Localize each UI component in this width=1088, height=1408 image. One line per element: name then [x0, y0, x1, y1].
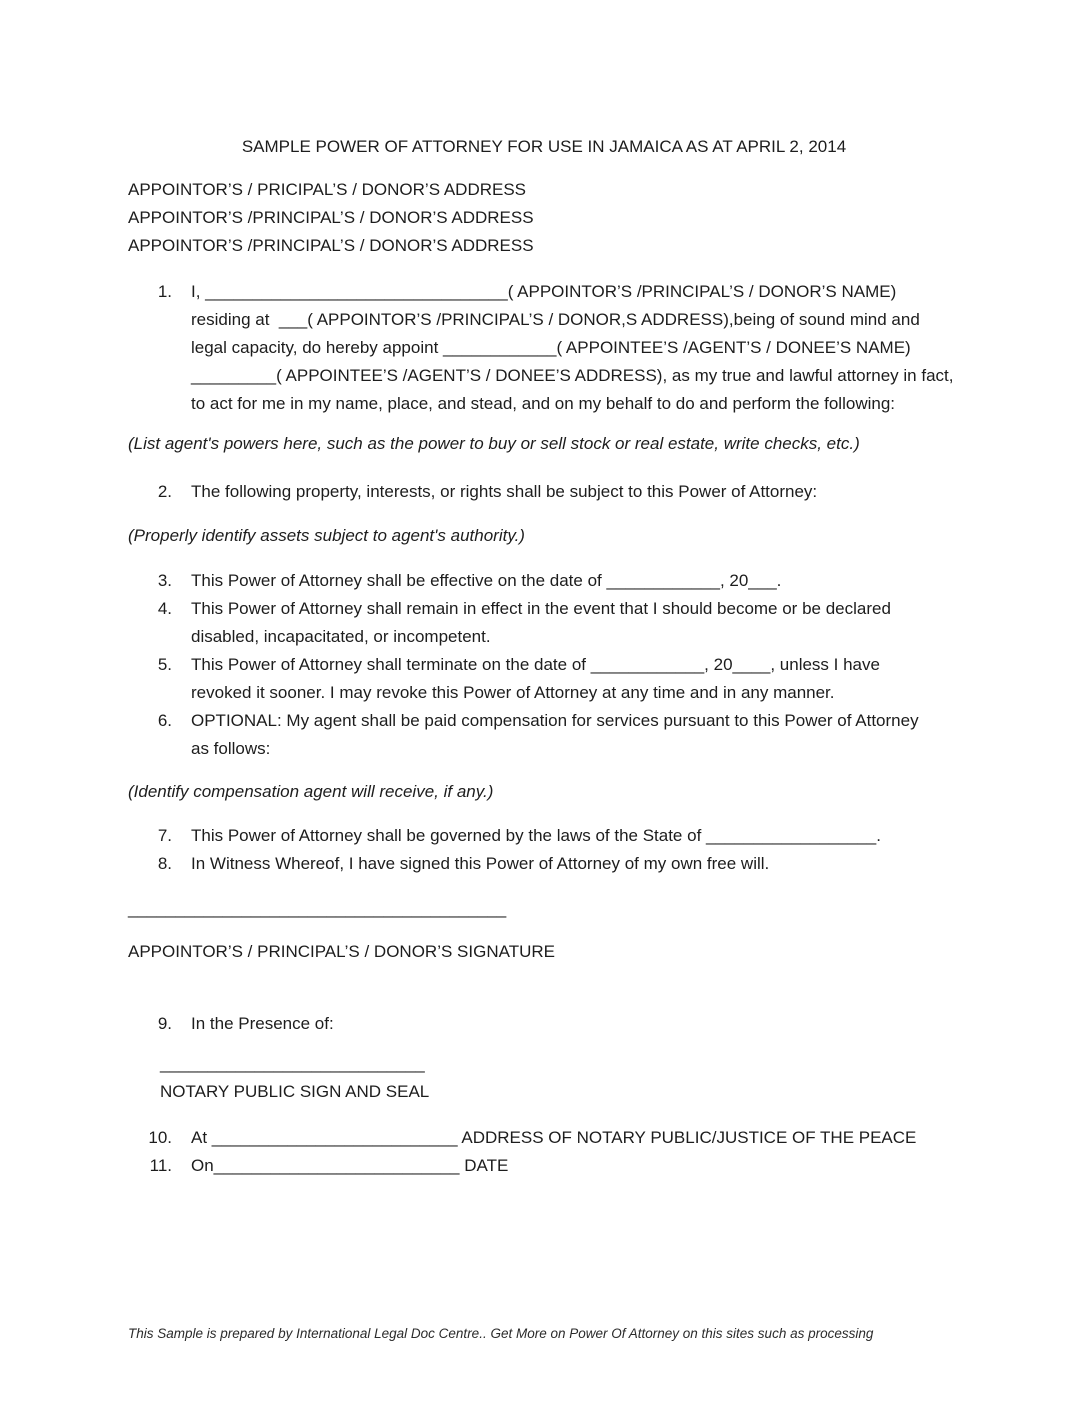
numbered-item-11	[128, 1152, 988, 1180]
item-number: 1.	[157, 282, 172, 301]
item-line: _________( APPOINTEE’S /AGENT’S / DONEE’S ADDRESS), as my true and lawful attorney in fact,	[191, 366, 954, 385]
item-line: legal capacity, do hereby appoint ____________( APPOINTEE’S /AGENT’S / DONEE’S NAME)	[191, 338, 911, 357]
numbered-item-9	[128, 1010, 988, 1038]
item-line: This Power of Attorney shall be effective on the date of ____________, 20___.	[191, 571, 782, 590]
item-number: 7.	[157, 826, 172, 845]
item-line: revoked it sooner. I may revoke this Power of Attorney at any time and in any manner.	[191, 683, 835, 702]
note-identify-compensation: (Identify compensation agent will receive, if any.)	[128, 782, 494, 801]
item-number: 6.	[157, 711, 172, 730]
item-line: as follows:	[191, 739, 271, 758]
item-line: This Power of Attorney shall remain in effect in the event that I should become or be declared	[191, 599, 891, 618]
item-line: At __________________________ ADDRESS OF NOTARY PUBLIC/JUSTICE OF THE PEACE	[191, 1128, 917, 1147]
notary-label: NOTARY PUBLIC SIGN AND SEAL	[160, 1082, 430, 1101]
notary-blank-line: ____________________________	[160, 1054, 425, 1073]
item-number: 11.	[149, 1156, 172, 1175]
item-line: OPTIONAL: My agent shall be paid compensation for services pursuant to this Power of Attorney	[191, 711, 919, 730]
numbered-item-7	[128, 822, 988, 850]
signature-label: APPOINTOR’S / PRINCIPAL’S / DONOR’S SIGNATURE	[128, 942, 555, 961]
numbered-item-3	[128, 567, 988, 595]
item-line: to act for me in my name, place, and stead, and on my behalf to do and perform the following:	[191, 394, 896, 413]
item-number: 3.	[157, 571, 172, 590]
item-line: I, ________________________________( APPOINTOR’S /PRINCIPAL’S / DONOR’S NAME)	[191, 282, 897, 301]
item-line: In Witness Whereof, I have signed this Power of Attorney of my own free will.	[191, 854, 770, 873]
item-number: 9.	[157, 1014, 172, 1033]
item-number: 2.	[157, 482, 172, 501]
item-number: 4.	[157, 599, 172, 618]
item-line: This Power of Attorney shall be governed by the laws of the State of __________________.	[191, 826, 881, 845]
item-line: This Power of Attorney shall terminate on the date of ____________, 20____, unless I have	[191, 655, 880, 674]
numbered-item-10	[128, 1124, 988, 1152]
item-number: 10.	[148, 1128, 172, 1147]
note-agent-powers: (List agent's powers here, such as the power to buy or sell stock or real estate, write checks, etc.)	[128, 434, 860, 453]
item-line: In the Presence of:	[191, 1014, 334, 1033]
item-line: disabled, incapacitated, or incompetent.	[191, 627, 491, 646]
item-line: On__________________________ DATE	[191, 1156, 509, 1175]
address-line: APPOINTOR’S / PRICIPAL’S / DONOR’S ADDRESS	[128, 180, 527, 199]
item-number: 8.	[157, 854, 172, 873]
numbered-item-6	[128, 707, 988, 763]
footer-note: This Sample is prepared by International Legal Doc Centre.. Get More on Power Of Attorney on this sites such as processing	[128, 1326, 874, 1341]
item-line: residing at ___( APPOINTOR’S /PRINCIPAL’S / DONOR,S ADDRESS),being of sound mind and	[191, 310, 920, 329]
numbered-item-2	[128, 478, 988, 506]
item-line: The following property, interests, or rights shall be subject to this Power of Attorney:	[191, 482, 818, 501]
note-identify-assets: (Properly identify assets subject to agent's authority.)	[128, 526, 525, 545]
item-number: 5.	[157, 655, 172, 674]
document-title: SAMPLE POWER OF ATTORNEY FOR USE IN JAMAICA AS AT APRIL 2, 2014	[241, 137, 847, 156]
numbered-item-4	[128, 595, 988, 651]
numbered-item-5	[128, 651, 988, 707]
numbered-item-8	[128, 850, 988, 878]
signature-blank-line: ________________________________________	[128, 899, 507, 918]
address-line: APPOINTOR’S /PRINCIPAL’S / DONOR’S ADDRESS	[128, 208, 534, 227]
numbered-item-1	[128, 278, 988, 418]
address-line: APPOINTOR’S /PRINCIPAL’S / DONOR’S ADDRESS	[128, 236, 534, 255]
address-block	[128, 176, 988, 260]
